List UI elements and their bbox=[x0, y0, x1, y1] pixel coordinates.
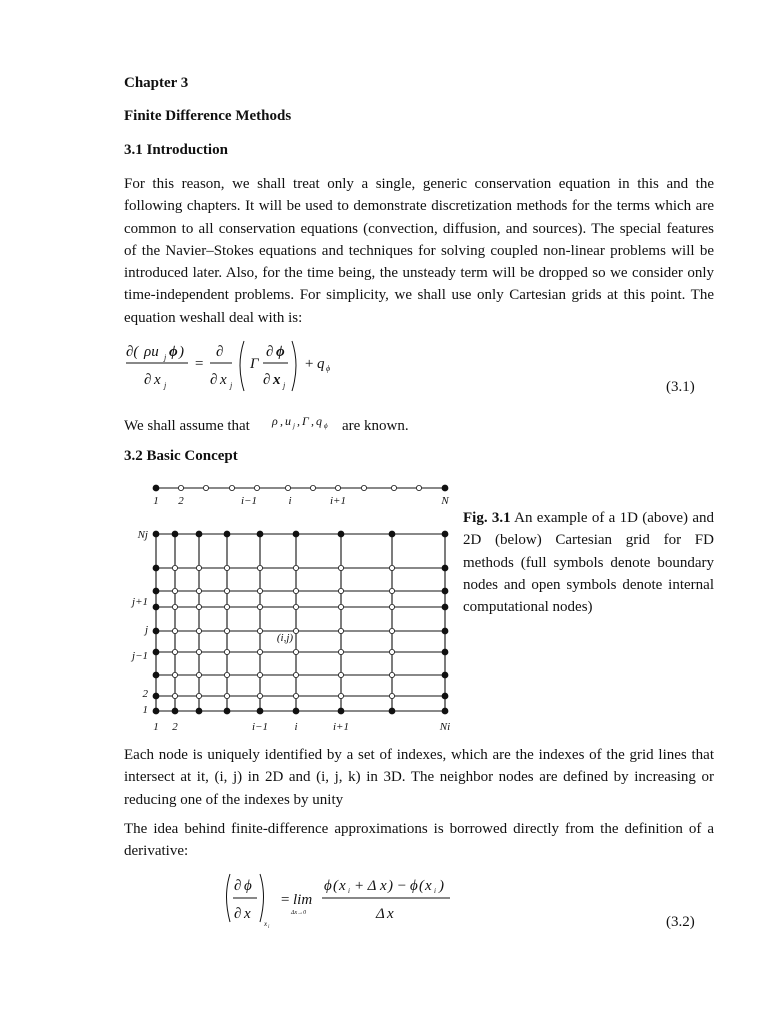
svg-text:+ Δ: + Δ bbox=[354, 878, 377, 894]
grid-2d-internal-node bbox=[338, 565, 343, 570]
grid-1d-internal-node bbox=[254, 485, 259, 490]
svg-text:): ) bbox=[439, 878, 444, 894]
svg-text:) −: ) − bbox=[388, 878, 407, 894]
svg-text:∂: ∂ bbox=[234, 906, 242, 922]
grid-2d-boundary-node bbox=[153, 628, 159, 634]
figure-caption-label: Fig. 3.1 bbox=[463, 510, 511, 526]
svg-text:x: x bbox=[425, 878, 432, 894]
grid-2d-boundary-node bbox=[153, 588, 159, 594]
equation-3-1 bbox=[124, 337, 714, 397]
grid-2d-internal-node bbox=[196, 693, 201, 698]
grid-2d-internal-node bbox=[196, 672, 201, 677]
grid-1d-internal-node bbox=[178, 485, 183, 490]
grid-2d-column-label: i bbox=[294, 721, 298, 733]
chapter-title: Finite Difference Methods bbox=[124, 108, 292, 124]
grid-2d-boundary-node bbox=[442, 693, 448, 699]
svg-text:Δx→0: Δx→0 bbox=[291, 910, 307, 916]
grid-2d-internal-node bbox=[389, 565, 394, 570]
grid-2d-boundary-node bbox=[257, 531, 263, 537]
grid-2d-row-label: 1 bbox=[142, 704, 148, 716]
grid-2d-boundary-node bbox=[153, 604, 159, 610]
grid-2d-boundary-node bbox=[196, 531, 202, 537]
grid-2d-column-label: Ni bbox=[439, 721, 451, 733]
grid-2d-boundary-node bbox=[442, 649, 448, 655]
grid-2d-internal-node bbox=[293, 588, 298, 593]
svg-text:j: j bbox=[293, 422, 295, 430]
svg-text:x: x bbox=[154, 372, 161, 388]
grid-2d-internal-node bbox=[389, 649, 394, 654]
grid-2d-internal-node bbox=[196, 628, 201, 633]
grid-2d-internal-node bbox=[338, 693, 343, 698]
grid-2d-internal-node bbox=[389, 672, 394, 677]
grid-2d-internal-node bbox=[224, 604, 229, 609]
svg-text:∂: ∂ bbox=[216, 344, 224, 360]
grid-2d-boundary-node bbox=[293, 708, 299, 714]
equation-3-2-formula bbox=[220, 868, 460, 932]
grid-2d-boundary-node bbox=[153, 649, 159, 655]
grid-2d-internal-node bbox=[293, 628, 298, 633]
equation-3-2 bbox=[124, 868, 714, 938]
grid-2d-internal-node bbox=[172, 604, 177, 609]
figure-caption-text: An example of a 1D (above) and 2D (below) Cartesian grid for FD methods (full symbols denote boundary nodes and open symbols denote internal computational nodes) bbox=[463, 510, 714, 616]
grid-2d-internal-node bbox=[389, 588, 394, 593]
grid-2d-boundary-node bbox=[442, 604, 448, 610]
svg-text:ϕ: ϕ bbox=[324, 422, 328, 430]
svg-text:i: i bbox=[348, 887, 350, 895]
grid-2d-boundary-node bbox=[389, 708, 395, 714]
grid-1d-internal-node bbox=[203, 485, 208, 490]
grid-1d-label: i bbox=[288, 495, 292, 507]
svg-text:x: x bbox=[387, 906, 394, 922]
grid-2d-internal-node bbox=[172, 565, 177, 570]
grid-2d-internal-node bbox=[172, 588, 177, 593]
svg-text:=: = bbox=[194, 356, 205, 372]
grid-2d-boundary-node bbox=[442, 628, 448, 634]
svg-text:ϕ: ϕ bbox=[169, 344, 178, 360]
grid-2d-internal-node bbox=[338, 628, 343, 633]
svg-text:x: x bbox=[339, 878, 346, 894]
grid-2d-internal-node bbox=[293, 604, 298, 609]
svg-text:(: ( bbox=[419, 878, 424, 894]
grid-2d-boundary-node bbox=[153, 565, 159, 571]
grid-2d-internal-node bbox=[257, 693, 262, 698]
node-paragraph: Each node is uniquely identified by a set of indexes, which are the indexes of the grid lines that intersect at it, (i, j) in 2D and (i, j, k) in 3D. The neighbor nodes are defined by increasing or reducing one of the indexes by unity bbox=[124, 747, 714, 808]
section-heading-basic-concept: 3.2 Basic Concept bbox=[124, 448, 238, 464]
grid-2d-internal-node bbox=[257, 588, 262, 593]
chapter-label: Chapter 3 bbox=[124, 75, 189, 91]
grid-2d-boundary-node bbox=[442, 565, 448, 571]
grid-2d-column-label: 2 bbox=[172, 721, 178, 733]
grid-2d-internal-node bbox=[338, 672, 343, 677]
grid-2d-internal-node bbox=[224, 628, 229, 633]
grid-2d-internal-node bbox=[257, 565, 262, 570]
grid-2d-internal-node bbox=[172, 649, 177, 654]
grid-2d-internal-node bbox=[196, 588, 201, 593]
grid-2d-column-label: i−1 bbox=[252, 721, 268, 733]
svg-text:∂: ∂ bbox=[266, 344, 274, 360]
svg-text:∂: ∂ bbox=[234, 878, 242, 894]
svg-text:j: j bbox=[230, 381, 233, 390]
grid-2d-internal-node bbox=[224, 693, 229, 698]
svg-text:lim: lim bbox=[293, 892, 313, 908]
grid-node-ij-label: (i,j) bbox=[276, 632, 294, 644]
grid-1d-internal-node bbox=[416, 485, 421, 490]
assumption-suffix: are known. bbox=[342, 418, 409, 434]
svg-text:): ) bbox=[179, 344, 184, 360]
grid-2d-boundary-node bbox=[338, 708, 344, 714]
intro-paragraph: For this reason, we shall treat only a single, generic conservation equation in this and the following chapters. It will be used to demonstrate discretization methods for the terms which are common to all conservation equations (convection, diffusion, and sources). The special features of the Navier–Stokes equations and techniques for solving coupled non-linear problems will be introduced later. Also, for the time being, the unsteady term will be dropped so we consider only time-independent problems. For simplicity, we shall use only Cartesian grids at this point. The equation weshall deal with is: bbox=[124, 176, 714, 326]
grid-1d-internal-node bbox=[391, 485, 396, 490]
grid-2d-boundary-node bbox=[153, 693, 159, 699]
svg-text:ϕ: ϕ bbox=[244, 878, 252, 894]
svg-text:ϕ: ϕ bbox=[410, 878, 418, 894]
svg-text:ϕ: ϕ bbox=[276, 344, 285, 360]
grid-2d-internal-node bbox=[338, 604, 343, 609]
grid-2d-boundary-node bbox=[172, 708, 178, 714]
svg-text:j: j bbox=[164, 353, 167, 362]
equation-number-3-1: (3.1) bbox=[666, 379, 695, 395]
svg-text:i: i bbox=[268, 925, 270, 930]
grid-2d-internal-node bbox=[172, 693, 177, 698]
grid-2d-internal-node bbox=[293, 672, 298, 677]
grid-1d-label: N bbox=[441, 495, 449, 507]
grid-1d-boundary-node bbox=[153, 485, 159, 491]
svg-text:ϕ: ϕ bbox=[326, 364, 331, 373]
grid-1d-internal-node bbox=[285, 485, 290, 490]
svg-text:x: x bbox=[220, 372, 227, 388]
svg-text:=: = bbox=[280, 892, 291, 908]
grid-2d-internal-node bbox=[257, 649, 262, 654]
grid-2d-internal-node bbox=[196, 604, 201, 609]
svg-text:(: ( bbox=[333, 878, 338, 894]
grid-2d-boundary-node bbox=[442, 708, 448, 714]
svg-text:x: x bbox=[273, 372, 281, 388]
grid-2d-internal-node bbox=[196, 649, 201, 654]
cartesian-grid-figure bbox=[124, 480, 464, 740]
grid-1d-internal-node bbox=[361, 485, 366, 490]
grid-2d-row-label: j−1 bbox=[132, 650, 148, 662]
svg-text:u: u bbox=[285, 414, 291, 428]
grid-1d-internal-node bbox=[229, 485, 234, 490]
grid-2d-internal-node bbox=[172, 672, 177, 677]
grid-2d-boundary-node bbox=[442, 672, 448, 678]
svg-text:x: x bbox=[244, 906, 251, 922]
svg-text:,: , bbox=[280, 414, 283, 428]
svg-text:∂: ∂ bbox=[263, 372, 271, 388]
svg-text:,: , bbox=[311, 414, 314, 428]
svg-text:+: + bbox=[304, 356, 315, 372]
svg-text:q: q bbox=[317, 356, 325, 372]
svg-text:ϕ: ϕ bbox=[324, 878, 332, 894]
svg-text:∂: ∂ bbox=[210, 372, 218, 388]
grid-2d-internal-node bbox=[224, 672, 229, 677]
grid-2d-boundary-node bbox=[172, 531, 178, 537]
grid-2d-boundary-node bbox=[293, 531, 299, 537]
grid-2d-internal-node bbox=[172, 628, 177, 633]
grid-2d-internal-node bbox=[338, 588, 343, 593]
idea-paragraph: The idea behind finite-difference approximations is borrowed directly from the definition of a derivative: bbox=[124, 821, 714, 860]
grid-2d-internal-node bbox=[293, 693, 298, 698]
grid-1d-boundary-node bbox=[442, 485, 448, 491]
svg-text:∂: ∂ bbox=[144, 372, 152, 388]
grid-2d-boundary-node bbox=[389, 531, 395, 537]
grid-2d-boundary-node bbox=[442, 531, 448, 537]
known-variables-formula bbox=[270, 412, 350, 434]
svg-text:ρu: ρu bbox=[144, 344, 159, 360]
grid-2d-internal-node bbox=[196, 565, 201, 570]
grid-2d-row-label: j bbox=[144, 624, 148, 636]
equation-3-1-formula bbox=[124, 337, 384, 397]
grid-2d-boundary-node bbox=[153, 708, 159, 714]
grid-2d-internal-node bbox=[293, 565, 298, 570]
grid-2d-internal-node bbox=[257, 672, 262, 677]
grid-2d-internal-node bbox=[389, 693, 394, 698]
svg-text:,: , bbox=[297, 414, 300, 428]
svg-text:ρ: ρ bbox=[272, 414, 278, 428]
assumption-line bbox=[124, 416, 714, 438]
grid-2d-row-label: Nj bbox=[137, 529, 148, 541]
grid-2d-column-label: i+1 bbox=[333, 721, 349, 733]
grid-2d-boundary-node bbox=[196, 708, 202, 714]
svg-text:Γ: Γ bbox=[250, 356, 259, 372]
svg-text:q: q bbox=[316, 414, 322, 428]
grid-2d-boundary-node bbox=[442, 588, 448, 594]
svg-text:i: i bbox=[434, 887, 436, 895]
grid-2d-internal-node bbox=[224, 649, 229, 654]
grid-2d-boundary-node bbox=[224, 531, 230, 537]
grid-2d-internal-node bbox=[257, 604, 262, 609]
svg-text:Δ: Δ bbox=[376, 906, 385, 922]
svg-text:x: x bbox=[380, 878, 387, 894]
svg-text:∂(: ∂( bbox=[126, 344, 139, 360]
svg-text:j: j bbox=[164, 381, 167, 390]
equation-number-3-2: (3.2) bbox=[666, 914, 695, 930]
grid-2d-internal-node bbox=[338, 649, 343, 654]
grid-2d-internal-node bbox=[257, 628, 262, 633]
grid-2d-boundary-node bbox=[338, 531, 344, 537]
grid-2d-column-label: 1 bbox=[153, 721, 159, 733]
grid-2d-internal-node bbox=[293, 649, 298, 654]
grid-1d-label: 1 bbox=[153, 495, 159, 507]
grid-1d-label: i−1 bbox=[241, 495, 257, 507]
grid-2d-boundary-node bbox=[224, 708, 230, 714]
grid-2d-boundary-node bbox=[153, 531, 159, 537]
figure-caption bbox=[463, 507, 714, 618]
section-heading-introduction: 3.1 Introduction bbox=[124, 142, 228, 158]
grid-1d-label: i+1 bbox=[330, 495, 346, 507]
grid-2d-internal-node bbox=[389, 628, 394, 633]
grid-1d-internal-node bbox=[310, 485, 315, 490]
grid-2d-internal-node bbox=[389, 604, 394, 609]
svg-text:Γ: Γ bbox=[302, 414, 309, 428]
grid-2d-boundary-node bbox=[257, 708, 263, 714]
grid-2d-row-label: j+1 bbox=[132, 596, 148, 608]
svg-text:x: x bbox=[264, 920, 268, 928]
grid-2d-internal-node bbox=[224, 565, 229, 570]
svg-text:j: j bbox=[283, 381, 286, 390]
grid-2d-boundary-node bbox=[153, 672, 159, 678]
grid-1d-label: 2 bbox=[178, 495, 184, 507]
figure-3-1 bbox=[124, 480, 464, 740]
grid-2d-internal-node bbox=[224, 588, 229, 593]
grid-2d-row-label: 2 bbox=[142, 688, 148, 700]
assumption-prefix: We shall assume that bbox=[124, 418, 250, 434]
grid-1d-internal-node bbox=[335, 485, 340, 490]
